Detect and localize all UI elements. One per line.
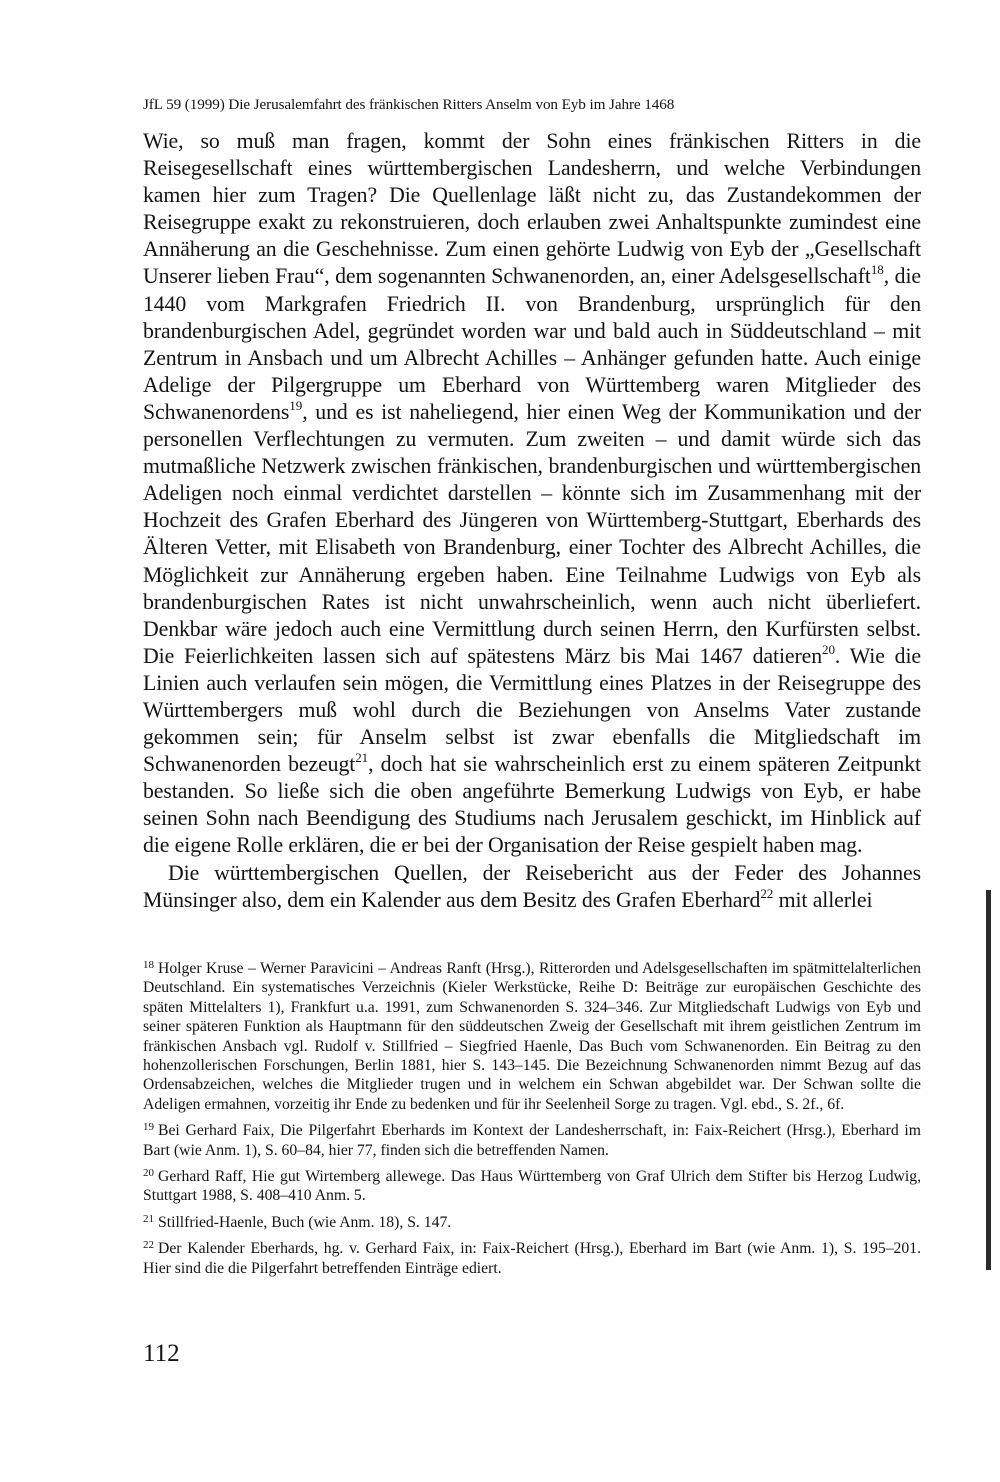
footnotes: [143, 956, 921, 1282]
scan-edge-mark: [986, 890, 991, 1270]
footnote: [143, 1236, 921, 1278]
footnote-marker: 21: [355, 750, 369, 766]
footnote-text: Holger Kruse – Werner Paravicini – Andreas Ranft (Hrsg.), Ritterorden und Adelsgesellschaften im spätmittelalterlichen Deutschland. Ein systematisches Verzeichnis (Kieler Werkstücke, Reihe D: Beiträge zur europäischen Geschichte des späten Mittelalters 1), Frankfurt u.a. 1991, zum Schwanenorden S. 324–346. Zur Mitgliedschaft Ludwigs von Eyb und seiner späteren Funktion als Hauptmann für den süddeutschen Zweig der Gesellschaft mit ihrem geistlichen Zentrum im fränkischen Ansbach vgl. Rudolf v. Stillfried – Siegfried Haenle, Das Buch vom Schwanenorden. Ein Beitrag zu den hohenzollerischen Forschungen, Berlin 1881, hier S. 143–145. Die Bezeichnung Schwanenorden nimmt Bezug auf das Ordensabzeichen, welches die Mitglieder trugen und in welchem ein Schwan abgebildet war. Der Schwan sollte die Adeligen ermahnen, vorzeitig ihr Ende zu bedenken und für ihr Seelenheil Sorge zu tragen. Vgl. ebd., S. 2f., 6f.: [143, 960, 921, 1113]
footnote-text: Stillfried-Haenle, Buch (wie Anm. 18), S. 147.: [158, 1213, 452, 1231]
footnote-marker: 19: [289, 397, 303, 413]
footnote: [143, 1164, 921, 1206]
footnote-text: Bei Gerhard Faix, Die Pilgerfahrt Eberhards im Kontext der Landesherrschaft, in: Faix-Reichert (Hrsg.), Eberhard im Bart (wie Anm. 1), S. 60–84, hier 77, finden sich die betreffenden Namen.: [143, 1122, 921, 1159]
footnote-number: 18: [143, 959, 154, 971]
footnote-number: 19: [143, 1121, 154, 1134]
footnote-marker: 22: [760, 885, 774, 901]
footnote-marker: 20: [822, 641, 835, 657]
footnote-text: Gerhard Raff, Hie gut Wirtemberg allewege. Das Haus Württemberg von Graf Ulrich dem Stifter bis Herzog Ludwig, Stuttgart 1988, S. 408–410 Anm. 5.: [143, 1168, 921, 1205]
footnote-text: Der Kalender Eberhards, hg. v. Gerhard Faix, in: Faix-Reichert (Hrsg.), Eberhard im Bart (wie Anm. 1), S. 195–201. Hier sind die die Pilgerfahrt betreffenden Einträge ediert.: [143, 1240, 921, 1277]
body-paragraph: Die württembergischen Quellen, der Reisebericht aus der Feder des Johannes Münsinger also, dem ein Kalender aus dem Besitz des Grafen Eberhard$^{22}$ mit allerlei: [143, 860, 921, 912]
footnote-number: 20: [143, 1167, 154, 1180]
footnote: [143, 956, 921, 1114]
footnote-marker: 18: [870, 262, 884, 278]
page-number: 112: [143, 1340, 180, 1367]
footnote: [143, 1118, 921, 1160]
footnote-number: 22: [143, 1239, 154, 1252]
footnote-number: 21: [143, 1212, 154, 1225]
body-paragraph: Wie, so muß man fragen, kommt der Sohn eines fränkischen Ritters in die Reisegesellschaft eines württembergischen Landesherrn, und welche Verbindungen kamen hier zum Tragen? Die Quellenlage läßt nicht zu, das Zustandekommen der Reisegruppe exakt zu rekonstruieren, doch erlauben zwei Anhaltspunkte zumindest eine Annäherung an die Geschehnisse. Zum einen gehörte Ludwig von Eyb der „Gesellschaft Unserer lieben Frau“, dem sogenannten Schwanenorden, an, einer Adelsgesellschaft$^{18}$, die 1440 vom Markgrafen Friedrich II. von Brandenburg, ursprünglich für den brandenburgischen Adel, gegründet worden war und bald auch in Süddeutschland – mit Zentrum in Ansbach und um Albrecht Achilles – Anhänger gefunden hatte. Auch einige Adelige der Pilgergruppe um Eberhard von Württemberg waren Mitglieder des Schwanenordens$^{19}$, und es ist naheliegend, hier einen Weg der Kommunikation und der personellen Verflechtungen zu vermuten. Zum zweiten – und damit würde sich das mutmaßliche Netzwerk zwischen fränkischen, brandenburgischen und württembergischen Adeligen noch einmal verdichtet darstellen – könnte sich im Zusammenhang mit der Hochzeit des Grafen Eberhard des Jüngeren von Württemberg-Stuttgart, Eberhards des Älteren Vetter, mit Elisabeth von Brandenburg, einer Tochter des Albrecht Achilles, die Möglichkeit zur Annäherung ergeben haben. Eine Teilnahme Ludwigs von Eyb als brandenburgischen Rates ist nicht unwahrscheinlich, wenn auch nicht überliefert. Denkbar wäre jedoch auch eine Vermittlung durch seinen Herrn, den Kurfürsten selbst. Die Feierlichkeiten lassen sich auf spätestens März bis Mai 1467 datieren$^{20}$. Wie die Linien auch verlaufen sein mögen, die Vermittlung eines Platzes in der Reisegruppe des Württembergers muß wohl durch die Beziehungen von Anselms Vater zustande gekommen sein; für Anselm selbst ist zwar ebenfalls die Mitgliedschaft im Schwanenorden bezeugt$^{21}$, doch hat sie wahrscheinlich erst zu einem späteren Zeitpunkt bestanden. So ließe sich die oben angeführte Bemerkung Ludwigs von Eyb, er habe seinen Sohn nach Beendigung des Studiums nach Jerusalem geschickt, im Hinblick auf die eigene Rolle erklären, die er bei der Organisation der Reise gespielt haben mag.: [143, 129, 921, 858]
running-header: JfL 59 (1999) Die Jerusalemfahrt des fränkischen Ritters Anselm von Eyb im Jahre 1468: [143, 96, 675, 113]
footnote: [143, 1210, 921, 1232]
main-text: [143, 128, 921, 914]
